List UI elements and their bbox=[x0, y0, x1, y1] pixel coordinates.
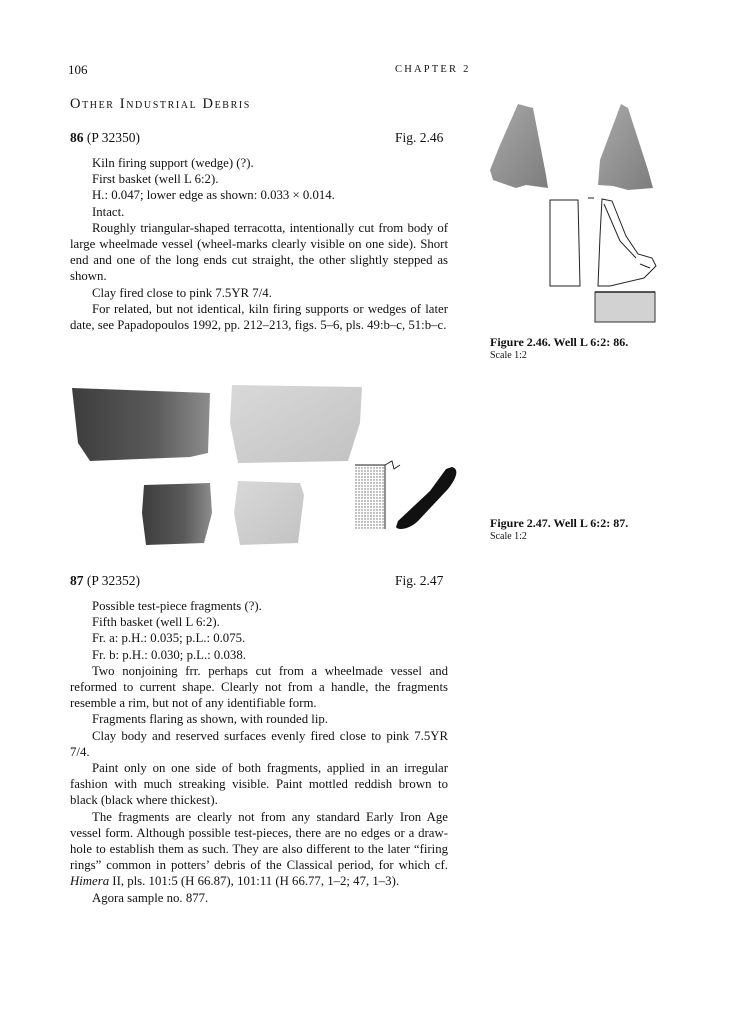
figure-2-46-photos bbox=[488, 100, 668, 195]
entry-87-text bbox=[70, 598, 448, 906]
citation-title: Himera bbox=[70, 874, 110, 889]
paragraph: For related, but not identical, kiln firing supports or wedges of later date, see Papadopoulos 1992, pp. 212–213, figs. 5–6, pls. 49:b–c, 51:b–c. bbox=[70, 301, 448, 333]
paragraph-text: The fragments are clearly not from any standard Early Iron Age vessel form. Although possible test-pieces, there are no edges or a draw-hole to establish them as such. They are also different to the later “firing rings” common in potters’ debris of the Classical period, for which cf. bbox=[70, 809, 448, 873]
paragraph: Clay fired close to pink 7.5YR 7/4. bbox=[92, 285, 272, 300]
fragment-a-painted-side bbox=[72, 388, 210, 461]
paragraph: Fifth basket (well L 6:2). bbox=[92, 615, 220, 630]
paragraph: H.: 0.047; lower edge as shown: 0.033 × 0.014. bbox=[92, 188, 335, 203]
entry-87-inventory: (P 32352) bbox=[86, 573, 140, 588]
paragraph: First basket (well L 6:2). bbox=[92, 172, 219, 187]
entry-86-figref: Fig. 2.46 bbox=[395, 130, 444, 145]
fragment-a-reserved-side bbox=[230, 385, 362, 463]
paragraph: Clay body and reserved surfaces evenly fired close to pink 7.5YR 7/4. bbox=[70, 728, 448, 759]
paragraph: Possible test-piece fragments (?). bbox=[92, 599, 262, 613]
fragment-b-painted-side bbox=[142, 483, 212, 545]
wedge-photo-b bbox=[598, 104, 653, 190]
entry-86-text bbox=[70, 155, 448, 333]
page-number: 106 bbox=[68, 62, 88, 77]
figure-2-46-drawing bbox=[540, 196, 665, 336]
paragraph: Kiln firing support (wedge) (?). bbox=[92, 156, 254, 170]
paragraph: Intact. bbox=[92, 204, 125, 219]
figure-2-47-profile bbox=[352, 455, 462, 535]
wedge-lower-edge bbox=[595, 292, 655, 322]
paragraph: Two nonjoining frr. perhaps cut from a wheelmade vessel and reformed to current shape. Clearly not from a handle, the fragments resemble a rim, but not of any identifiable form. bbox=[70, 663, 448, 711]
paragraph: Roughly triangular-shaped terracotta, intentionally cut from body of large wheelmade vessel (wheel-marks clearly visible on one side). Short end and one of the long ends cut straight, the other slightly stepped as shown. bbox=[70, 220, 448, 284]
section-title: Other Industrial Debris bbox=[70, 96, 251, 112]
paragraph bbox=[70, 809, 448, 890]
entry-86-number: 86 bbox=[70, 130, 84, 145]
paragraph: Fr. b: p.H.: 0.030; p.L.: 0.038. bbox=[92, 647, 246, 662]
figure-2-46-scale: Scale 1:2 bbox=[490, 350, 527, 361]
wedge-profile bbox=[598, 199, 656, 286]
fragment-b-reserved-side bbox=[234, 481, 304, 545]
fragment-profile-section bbox=[396, 467, 456, 529]
figure-2-46-caption: Figure 2.46. Well L 6:2: 86. bbox=[490, 335, 629, 349]
wedge-photo-a bbox=[490, 104, 548, 188]
figure-2-47-caption: Figure 2.47. Well L 6:2: 87. bbox=[490, 516, 629, 530]
wedge-section-left bbox=[550, 200, 580, 286]
paragraph: Fr. a: p.H.: 0.035; p.L.: 0.075. bbox=[92, 631, 246, 646]
entry-87-heading bbox=[70, 573, 140, 589]
paragraph: Fragments flaring as shown, with rounded lip. bbox=[92, 712, 328, 727]
entry-87-figref: Fig. 2.47 bbox=[395, 573, 444, 588]
paragraph: Paint only on one side of both fragments, applied in an irregular fashion with much streaking visible. Paint mottled reddish brown to black (black where thickest). bbox=[70, 761, 448, 808]
figure-2-47-scale: Scale 1:2 bbox=[490, 531, 527, 542]
entry-87-number: 87 bbox=[70, 573, 84, 588]
paragraph: Agora sample no. 877. bbox=[92, 890, 209, 905]
entry-86-heading bbox=[70, 130, 140, 146]
entry-86-inventory: (P 32350) bbox=[86, 130, 140, 145]
citation-text: II, pls. 101:5 (H 66.87), 101:11 (H 66.77, 1–2; 47, 1–3). bbox=[109, 874, 400, 889]
running-head: CHAPTER 2 bbox=[395, 64, 471, 75]
